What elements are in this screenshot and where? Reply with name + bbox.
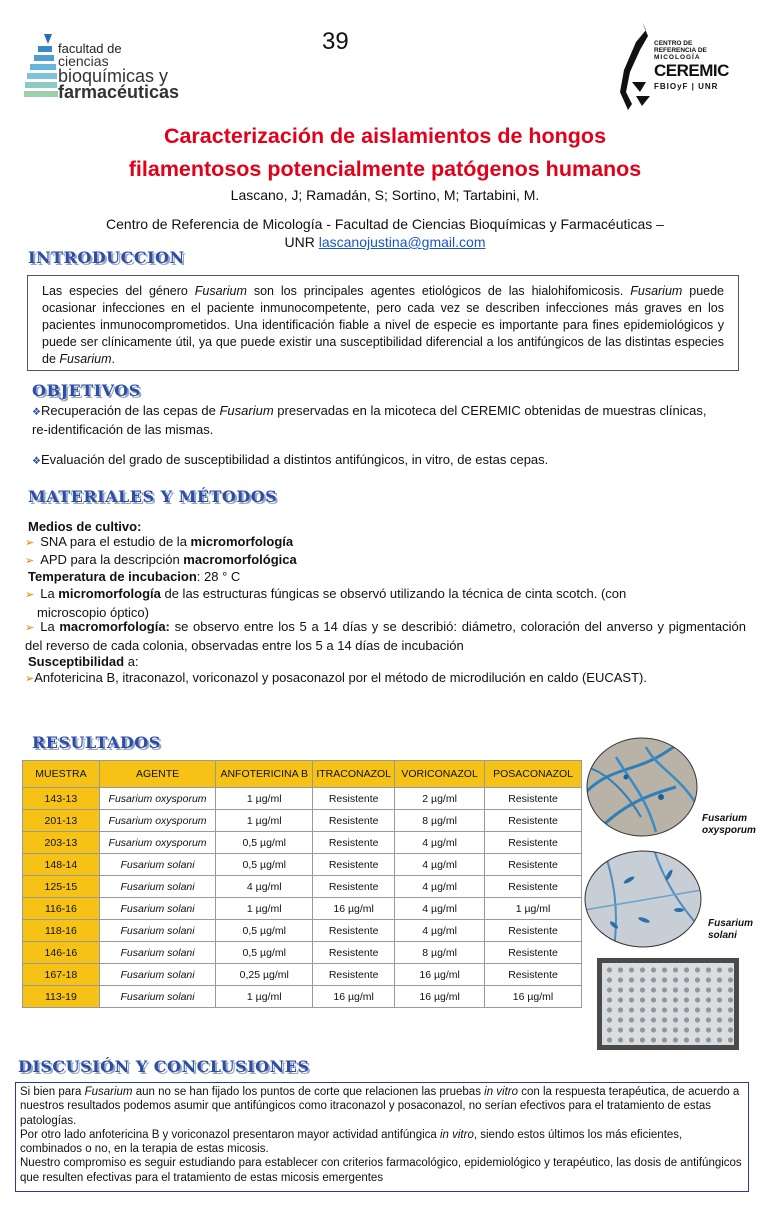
micro-bold: micromorfología bbox=[58, 586, 161, 601]
table-cell: 0,5 µg/ml bbox=[216, 920, 313, 942]
arrow-bullet-icon: ➢ bbox=[25, 622, 35, 634]
micro-d: microscopio óptico) bbox=[37, 605, 149, 620]
table-cell: 125-15 bbox=[23, 876, 100, 898]
table-row bbox=[23, 986, 582, 1008]
affiliation bbox=[60, 215, 710, 251]
table-cell: 16 µg/ml bbox=[485, 986, 582, 1008]
column-header: VORICONAZOL bbox=[395, 761, 485, 788]
objetivo-1-genus: Fusarium bbox=[219, 403, 274, 418]
results-body bbox=[23, 788, 582, 1008]
objetivo-1-a: Recuperación de las cepas de bbox=[40, 403, 220, 418]
objetivo-2 bbox=[32, 451, 722, 470]
table-cell: 116-16 bbox=[23, 898, 100, 920]
apd-bold: macromorfológica bbox=[183, 552, 297, 567]
caption-solani-species: solani bbox=[708, 930, 737, 941]
table-cell: Fusarium solani bbox=[99, 986, 215, 1008]
table-row bbox=[23, 898, 582, 920]
faculty-logo-line1: facultad de bbox=[58, 41, 122, 56]
sna-bold: micromorfología bbox=[190, 534, 294, 549]
table-cell: 0,25 µg/ml bbox=[216, 964, 313, 986]
table-row bbox=[23, 876, 582, 898]
faculty-logo-line2: ciencias bbox=[58, 53, 109, 69]
table-cell: 4 µg/ml bbox=[395, 876, 485, 898]
ceremic-logo-line1: CENTRO DE bbox=[654, 40, 693, 47]
table-cell: Fusarium solani bbox=[99, 876, 215, 898]
table-cell: 203-13 bbox=[23, 832, 100, 854]
diamond-bullet-icon: ❖ bbox=[32, 456, 41, 467]
intro-box bbox=[27, 275, 739, 371]
microplate-photo bbox=[597, 958, 739, 1050]
table-cell: 0,5 µg/ml bbox=[216, 854, 313, 876]
results-table bbox=[22, 760, 582, 1008]
susc-label: Susceptibilidad bbox=[28, 654, 125, 669]
table-cell: 0,5 µg/ml bbox=[216, 942, 313, 964]
table-cell: Resistente bbox=[485, 788, 582, 810]
caption-oxysporum-species: oxysporum bbox=[702, 825, 756, 836]
fusarium-solani-micrograph bbox=[584, 850, 702, 948]
table-cell: Fusarium oxysporum bbox=[99, 832, 215, 854]
table-cell: 2 µg/ml bbox=[395, 788, 485, 810]
intro-text-1: Las especies del género bbox=[42, 284, 195, 298]
arrow-bullet-icon: ➢ bbox=[25, 589, 35, 601]
page-number: 39 bbox=[322, 28, 349, 55]
table-cell: 1 µg/ml bbox=[216, 788, 313, 810]
table-cell: Resistente bbox=[313, 942, 395, 964]
table-cell: 201-13 bbox=[23, 810, 100, 832]
ceremic-logo-line3: MICOLOGÍA bbox=[654, 54, 701, 61]
discusion-p2-c: , siendo estos últimos los más eficientes, combinados o no, en la terapia de estas micosis. bbox=[20, 1128, 683, 1156]
anfo-text: Anfotericina B, itraconazol, voriconazol y posaconazol por el método de microdilución en caldo (EUCAST). bbox=[34, 670, 647, 685]
table-cell: Resistente bbox=[313, 832, 395, 854]
discusion-p2 bbox=[20, 1128, 744, 1157]
table-cell: 0,5 µg/ml bbox=[216, 832, 313, 854]
poster-title-line2: filamentosos potencialmente patógenos humanos bbox=[128, 157, 642, 181]
table-cell: Resistente bbox=[485, 942, 582, 964]
table-cell: 8 µg/ml bbox=[395, 810, 485, 832]
affiliation-prefix: UNR bbox=[284, 234, 315, 250]
macro-bold: macromorfología: bbox=[59, 619, 170, 634]
table-row bbox=[23, 854, 582, 876]
ceremic-logo-icon bbox=[618, 22, 654, 110]
apd-text: APD para la descripción bbox=[40, 552, 184, 567]
intro-text-3: puede ocasionar infecciones en el paciente inmunocompetente, pero cada vez se describen infecciones más graves en los pacientes inmunocomprometidos. Una identificación fiable a nivel de especie es importante para fines epidemiológicos y puede ser clínicamente útil, ya que puede existir una susceptibilidad diferencial a los antifúngicos de las distintas especies de bbox=[42, 284, 725, 366]
table-cell: 167-18 bbox=[23, 964, 100, 986]
authors: Lascano, J; Ramadán, S; Sortino, M; Tartabini, M. bbox=[230, 187, 540, 203]
discusion-heading: DISCUSIÓN Y CONCLUSIONES bbox=[18, 1057, 310, 1076]
table-cell: 1 µg/ml bbox=[485, 898, 582, 920]
temperature-line bbox=[28, 568, 240, 585]
intro-text-4: . bbox=[111, 352, 115, 366]
metodos-heading: MATERIALES Y MÉTODOS bbox=[28, 487, 278, 506]
macro-item bbox=[25, 618, 746, 654]
medios-label: Medios de cultivo: bbox=[28, 519, 142, 534]
table-cell: 1 µg/ml bbox=[216, 986, 313, 1008]
faculty-logo bbox=[22, 30, 222, 110]
faculty-logo-line4: farmacéuticas bbox=[58, 82, 180, 102]
table-cell: Resistente bbox=[313, 920, 395, 942]
column-header: POSACONAZOL bbox=[485, 761, 582, 788]
micro-item bbox=[25, 585, 745, 621]
table-cell: 1 µg/ml bbox=[216, 898, 313, 920]
table-cell: 143-13 bbox=[23, 788, 100, 810]
discusion-p1-genus: Fusarium bbox=[84, 1086, 133, 1098]
table-row bbox=[23, 920, 582, 942]
susc-line bbox=[28, 653, 139, 670]
caption-oxysporum-genus: Fusarium bbox=[702, 813, 748, 824]
column-header: MUESTRA bbox=[23, 761, 100, 788]
arrow-bullet-icon: ➢ bbox=[25, 673, 35, 685]
discusion-p3: Nuestro compromiso es seguir estudiando para establecer con criterios farmacológico, epidemiológico y terapéutico, las dosis de antifúngicos que resulten efectivas para el tratamiento de estas micosis emergentes bbox=[20, 1157, 742, 1184]
table-cell: Resistente bbox=[485, 920, 582, 942]
table-cell: 4 µg/ml bbox=[395, 854, 485, 876]
table-cell: 113-19 bbox=[23, 986, 100, 1008]
micro-c: de las estructuras fúngicas se observó utilizando la técnica de cinta scotch. (con bbox=[160, 586, 627, 601]
column-header: AGENTE bbox=[99, 761, 215, 788]
table-cell: 4 µg/ml bbox=[216, 876, 313, 898]
intro-genus-2: Fusarium bbox=[630, 284, 683, 298]
table-cell: Fusarium solani bbox=[99, 942, 215, 964]
affiliation-line1: Centro de Referencia de Micología - Facultad de Ciencias Bioquímicas y Farmacéuticas – bbox=[106, 216, 664, 232]
ceremic-logo-line2: REFERENCIA DE bbox=[654, 47, 707, 54]
table-cell: Fusarium solani bbox=[99, 920, 215, 942]
table-cell: Fusarium oxysporum bbox=[99, 810, 215, 832]
table-cell: 16 µg/ml bbox=[313, 986, 395, 1008]
objetivo-1 bbox=[32, 402, 722, 438]
table-cell: 146-16 bbox=[23, 942, 100, 964]
micro-a: La bbox=[40, 586, 59, 601]
objetivo-1-b: preservadas en la micoteca del CEREMIC obtenidas de muestras clínicas, re-identificación de las mismas. bbox=[32, 403, 707, 437]
anfo-item bbox=[25, 669, 746, 688]
faculty-logo-icon bbox=[22, 32, 62, 104]
temperature-value: : 28 ° C bbox=[196, 569, 241, 584]
table-cell: Resistente bbox=[485, 876, 582, 898]
intro-text-2: son los principales agentes etiológicos de las hialohifomicosis. bbox=[246, 284, 631, 298]
table-cell: 8 µg/ml bbox=[395, 942, 485, 964]
table-cell: Fusarium solani bbox=[99, 854, 215, 876]
ceremic-logo-line5: FBIOyF | UNR bbox=[654, 82, 719, 91]
discusion-box bbox=[15, 1082, 749, 1192]
susc-suffix: a: bbox=[124, 654, 139, 669]
objetivos-heading: OBJETIVOS bbox=[32, 381, 141, 400]
table-cell: Fusarium solani bbox=[99, 898, 215, 920]
discusion-p1 bbox=[20, 1085, 744, 1128]
diamond-bullet-icon: ❖ bbox=[32, 407, 41, 418]
table-cell: Fusarium solani bbox=[99, 964, 215, 986]
table-cell: Resistente bbox=[485, 832, 582, 854]
table-cell: Fusarium oxysporum bbox=[99, 788, 215, 810]
table-cell: Resistente bbox=[485, 810, 582, 832]
table-row bbox=[23, 832, 582, 854]
table-row bbox=[23, 788, 582, 810]
table-cell: Resistente bbox=[313, 788, 395, 810]
poster-title bbox=[40, 120, 730, 186]
sna-item bbox=[25, 533, 293, 552]
table-cell: 4 µg/ml bbox=[395, 898, 485, 920]
table-cell: 4 µg/ml bbox=[395, 832, 485, 854]
discusion-p1-a: Si bien para bbox=[20, 1086, 85, 1098]
caption-oxysporum bbox=[702, 813, 756, 837]
discusion-p1-c: aun no se han fijado los puntos de corte que relacionen las pruebas bbox=[132, 1086, 485, 1098]
fusarium-oxysporum-micrograph bbox=[586, 737, 698, 837]
arrow-bullet-icon: ➢ bbox=[25, 555, 35, 567]
table-cell: Resistente bbox=[313, 964, 395, 986]
table-cell: 148-14 bbox=[23, 854, 100, 876]
table-cell: 118-16 bbox=[23, 920, 100, 942]
table-row bbox=[23, 964, 582, 986]
caption-solani bbox=[708, 918, 753, 942]
discusion-p1-e: con la respuesta terapéutica, de acuerdo a nuestros resultados podemos asumir que antifúngicos como itraconazol y posaconazol, no serían efectivos para el tratamiento de estas patologías. bbox=[20, 1086, 740, 1127]
faculty-logo-line3: bioquímicas y bbox=[58, 66, 169, 86]
table-cell: Resistente bbox=[313, 854, 395, 876]
intro-genus-3: Fusarium bbox=[59, 352, 112, 366]
results-header-row bbox=[23, 761, 582, 788]
temperature-label: Temperatura de incubacion bbox=[28, 569, 197, 584]
column-header: ANFOTERICINA B bbox=[216, 761, 313, 788]
table-cell: Resistente bbox=[485, 964, 582, 986]
discusion-p2-invitro: in vitro bbox=[439, 1128, 474, 1141]
table-cell: 16 µg/ml bbox=[395, 964, 485, 986]
arrow-bullet-icon: ➢ bbox=[25, 537, 35, 549]
table-cell: 1 µg/ml bbox=[216, 810, 313, 832]
macro-c: se observo entre los 5 a 14 días y se describió: diámetro, coloración del anverso y pigmentación del reverso de cada colonia, observadas entre los 5 a 14 días de incubación bbox=[25, 619, 747, 653]
macro-a: La bbox=[40, 619, 60, 634]
discusion-p1-invitro: in vitro bbox=[484, 1086, 519, 1098]
email-link[interactable]: lascanojustina@gmail.com bbox=[318, 234, 486, 250]
table-row bbox=[23, 810, 582, 832]
resultados-heading: RESULTADOS bbox=[32, 733, 161, 752]
sna-text: SNA para el estudio de la bbox=[40, 534, 191, 549]
intro-heading: INTRODUCCION bbox=[28, 248, 185, 267]
table-cell: Resistente bbox=[313, 876, 395, 898]
ceremic-logo bbox=[618, 22, 748, 112]
intro-genus-1: Fusarium bbox=[194, 284, 247, 298]
table-cell: Resistente bbox=[485, 854, 582, 876]
table-row bbox=[23, 942, 582, 964]
table-cell: Resistente bbox=[313, 810, 395, 832]
table-cell: 16 µg/ml bbox=[313, 898, 395, 920]
table-cell: 16 µg/ml bbox=[395, 986, 485, 1008]
caption-solani-genus: Fusarium bbox=[708, 918, 754, 929]
discusion-p2-a: Por otro lado anfotericina B y voriconazol presentaron mayor actividad antifúngica bbox=[20, 1128, 440, 1141]
ceremic-logo-line4: CEREMIC bbox=[654, 61, 729, 80]
poster-title-line1: Caracterización de aislamientos de hongos bbox=[163, 124, 607, 148]
column-header: ITRACONAZOL bbox=[313, 761, 395, 788]
table-cell: 4 µg/ml bbox=[395, 920, 485, 942]
objetivo-2-text: Evaluación del grado de susceptibilidad a distintos antifúngicos, in vitro, de estas cepas. bbox=[40, 452, 549, 467]
